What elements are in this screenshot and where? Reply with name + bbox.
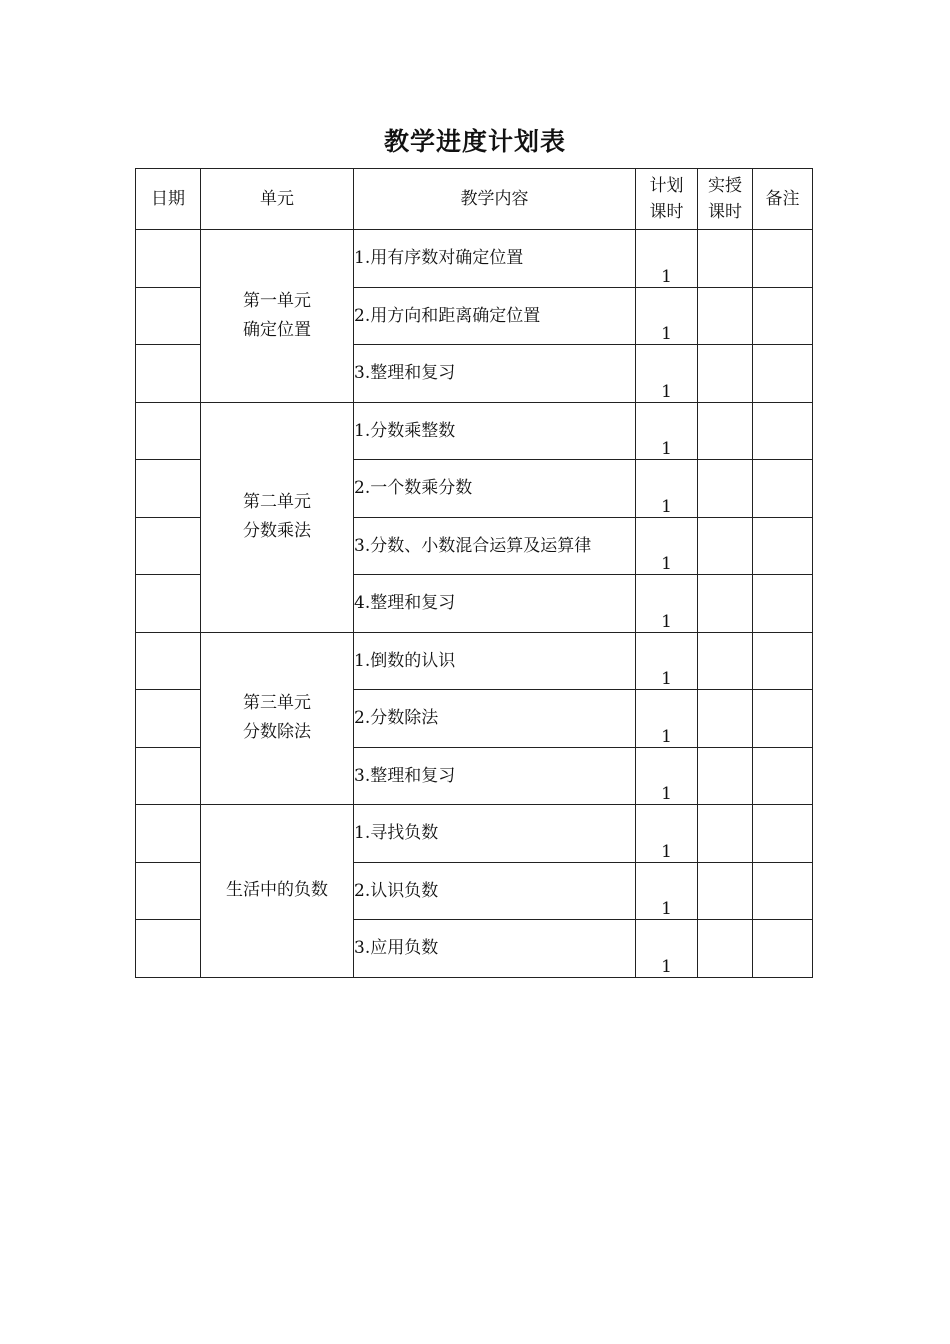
unit-name-line: 分数除法 [243, 722, 311, 743]
date-cell [136, 690, 201, 748]
header-planned-hours-line2: 课时 [649, 202, 684, 222]
date-cell [136, 747, 201, 805]
actual-hours-cell [698, 575, 753, 633]
table-row [136, 230, 813, 288]
lesson-content: 1.倒数的认识 [354, 632, 636, 690]
header-planned-hours [636, 169, 698, 230]
lesson-content: 4.整理和复习 [354, 575, 636, 633]
table-row [136, 805, 813, 863]
unit-cell [201, 632, 354, 805]
lesson-content: 3.分数、小数混合运算及运算律 [354, 517, 636, 575]
lesson-content: 3.整理和复习 [354, 747, 636, 805]
remarks-cell [753, 862, 813, 920]
remarks-cell [753, 517, 813, 575]
table-body [136, 230, 813, 978]
header-actual-hours [698, 169, 753, 230]
header-remarks: 备注 [753, 169, 813, 230]
planned-hours-cell: 1 [636, 805, 698, 863]
planned-hours-cell: 1 [636, 517, 698, 575]
actual-hours-cell [698, 747, 753, 805]
date-cell [136, 460, 201, 518]
date-cell [136, 920, 201, 978]
unit-name-line: 分数乘法 [243, 521, 311, 541]
unit-name-line: 确定位置 [243, 319, 311, 340]
unit-cell [201, 230, 354, 403]
actual-hours-cell [698, 287, 753, 345]
teaching-plan-table [135, 168, 813, 978]
planned-hours-cell: 1 [636, 402, 698, 460]
header-planned-hours-line1: 计划 [649, 176, 684, 196]
date-cell [136, 287, 201, 345]
table-row [136, 402, 813, 460]
planned-hours-cell: 1 [636, 230, 698, 288]
table-row [136, 632, 813, 690]
lesson-content: 2.分数除法 [354, 690, 636, 748]
planned-hours-cell: 1 [636, 632, 698, 690]
remarks-cell [753, 632, 813, 690]
actual-hours-cell [698, 805, 753, 863]
lesson-content: 3.整理和复习 [354, 345, 636, 403]
remarks-cell [753, 287, 813, 345]
actual-hours-cell [698, 402, 753, 460]
date-cell [136, 805, 201, 863]
date-cell [136, 230, 201, 288]
remarks-cell [753, 345, 813, 403]
remarks-cell [753, 805, 813, 863]
actual-hours-cell [698, 345, 753, 403]
date-cell [136, 862, 201, 920]
lesson-content: 3.应用负数 [354, 920, 636, 978]
actual-hours-cell [698, 862, 753, 920]
date-cell [136, 402, 201, 460]
planned-hours-cell: 1 [636, 460, 698, 518]
planned-hours-cell: 1 [636, 690, 698, 748]
remarks-cell [753, 575, 813, 633]
actual-hours-cell [698, 460, 753, 518]
lesson-content: 1.寻找负数 [354, 805, 636, 863]
remarks-cell [753, 920, 813, 978]
unit-cell [201, 805, 354, 978]
remarks-cell [753, 460, 813, 518]
planned-hours-cell: 1 [636, 287, 698, 345]
date-cell [136, 345, 201, 403]
unit-name-line: 第三单元 [243, 693, 311, 714]
remarks-cell [753, 747, 813, 805]
header-content: 教学内容 [354, 169, 636, 230]
remarks-cell [753, 690, 813, 748]
lesson-content: 2.用方向和距离确定位置 [354, 287, 636, 345]
header-actual-hours-line1: 实授 [708, 176, 742, 196]
header-unit: 单元 [201, 169, 354, 230]
planned-hours-cell: 1 [636, 920, 698, 978]
header-date: 日期 [136, 169, 201, 230]
lesson-content: 2.认识负数 [354, 862, 636, 920]
actual-hours-cell [698, 230, 753, 288]
header-actual-hours-line2: 课时 [708, 202, 742, 222]
actual-hours-cell [698, 690, 753, 748]
planned-hours-cell: 1 [636, 862, 698, 920]
date-cell [136, 632, 201, 690]
date-cell [136, 517, 201, 575]
date-cell [136, 575, 201, 633]
actual-hours-cell [698, 920, 753, 978]
lesson-content: 2.一个数乘分数 [354, 460, 636, 518]
page-title: 教学进度计划表 [383, 127, 566, 156]
unit-name-line: 生活中的负数 [226, 880, 328, 901]
unit-name-line: 第二单元 [243, 492, 311, 512]
actual-hours-cell [698, 517, 753, 575]
planned-hours-cell: 1 [636, 345, 698, 403]
actual-hours-cell [698, 632, 753, 690]
header-row [136, 169, 813, 230]
unit-cell [201, 402, 354, 632]
planned-hours-cell: 1 [636, 747, 698, 805]
lesson-content: 1.分数乘整数 [354, 402, 636, 460]
remarks-cell [753, 402, 813, 460]
remarks-cell [753, 230, 813, 288]
lesson-content: 1.用有序数对确定位置 [354, 230, 636, 288]
planned-hours-cell: 1 [636, 575, 698, 633]
unit-name-line: 第一单元 [243, 290, 311, 311]
